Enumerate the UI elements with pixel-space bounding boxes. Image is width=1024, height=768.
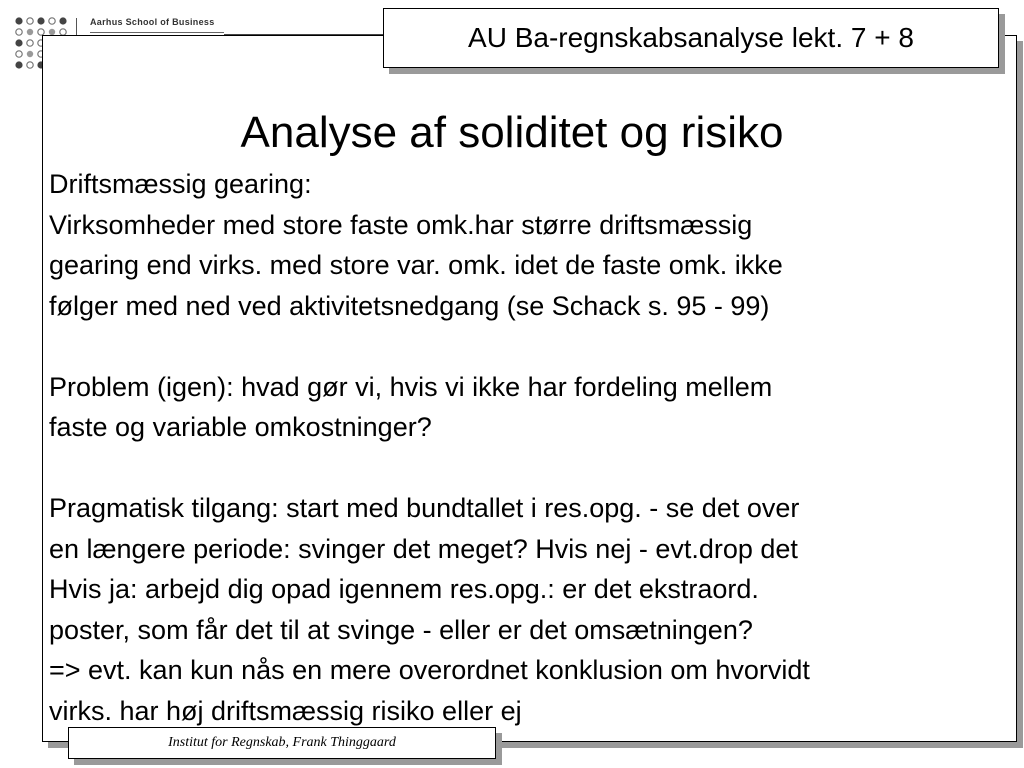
body-line: Driftsmæssig gearing:: [49, 169, 312, 199]
body-line: virks. har høj driftsmæssig risiko eller ej: [49, 695, 522, 726]
paragraph-gap: [49, 448, 1021, 489]
body-line: poster, som får det til at svinge - eller er det omsætningen?: [49, 614, 753, 645]
course-title-box: AU Ba-regnskabsanalyse lekt. 7 + 8: [383, 8, 999, 68]
body-line: gearing end virks. med store var. omk. idet de faste omk. ikke: [49, 250, 783, 280]
body-line: Hvis ja: arbejd dig opad igennem res.opg.: er det ekstraord.: [49, 574, 759, 604]
paragraph-gap: [49, 326, 1021, 367]
body-line: følger med ned ved aktivitetsnedgang (se Schack s. 95 - 99): [49, 290, 770, 321]
body-line: Pragmatisk tilgang: start med bundtallet i res.opg. - se det over: [49, 493, 800, 523]
body-line: en længere periode: svinger det meget? Hvis nej - evt.drop det: [49, 533, 798, 564]
body-line: Virksomheder med store faste omk.har større driftsmæssig: [49, 209, 753, 240]
footer-credit: Institut for Regnskab, Frank Thinggaard: [68, 727, 496, 759]
body-line: Problem (igen): hvad gør vi, hvis vi ikke har fordeling mellem: [49, 371, 773, 402]
body-line: faste og variable omkostninger?: [49, 412, 432, 442]
logo-rule: [90, 32, 224, 33]
slide-title: Analyse af soliditet og risiko: [240, 108, 784, 157]
body-line: => evt. kan kun nås en mere overordnet konklusion om hvorvidt: [49, 655, 810, 685]
slide-body: [49, 164, 1021, 731]
logo-school-name-en: Aarhus School of Business: [90, 17, 215, 27]
